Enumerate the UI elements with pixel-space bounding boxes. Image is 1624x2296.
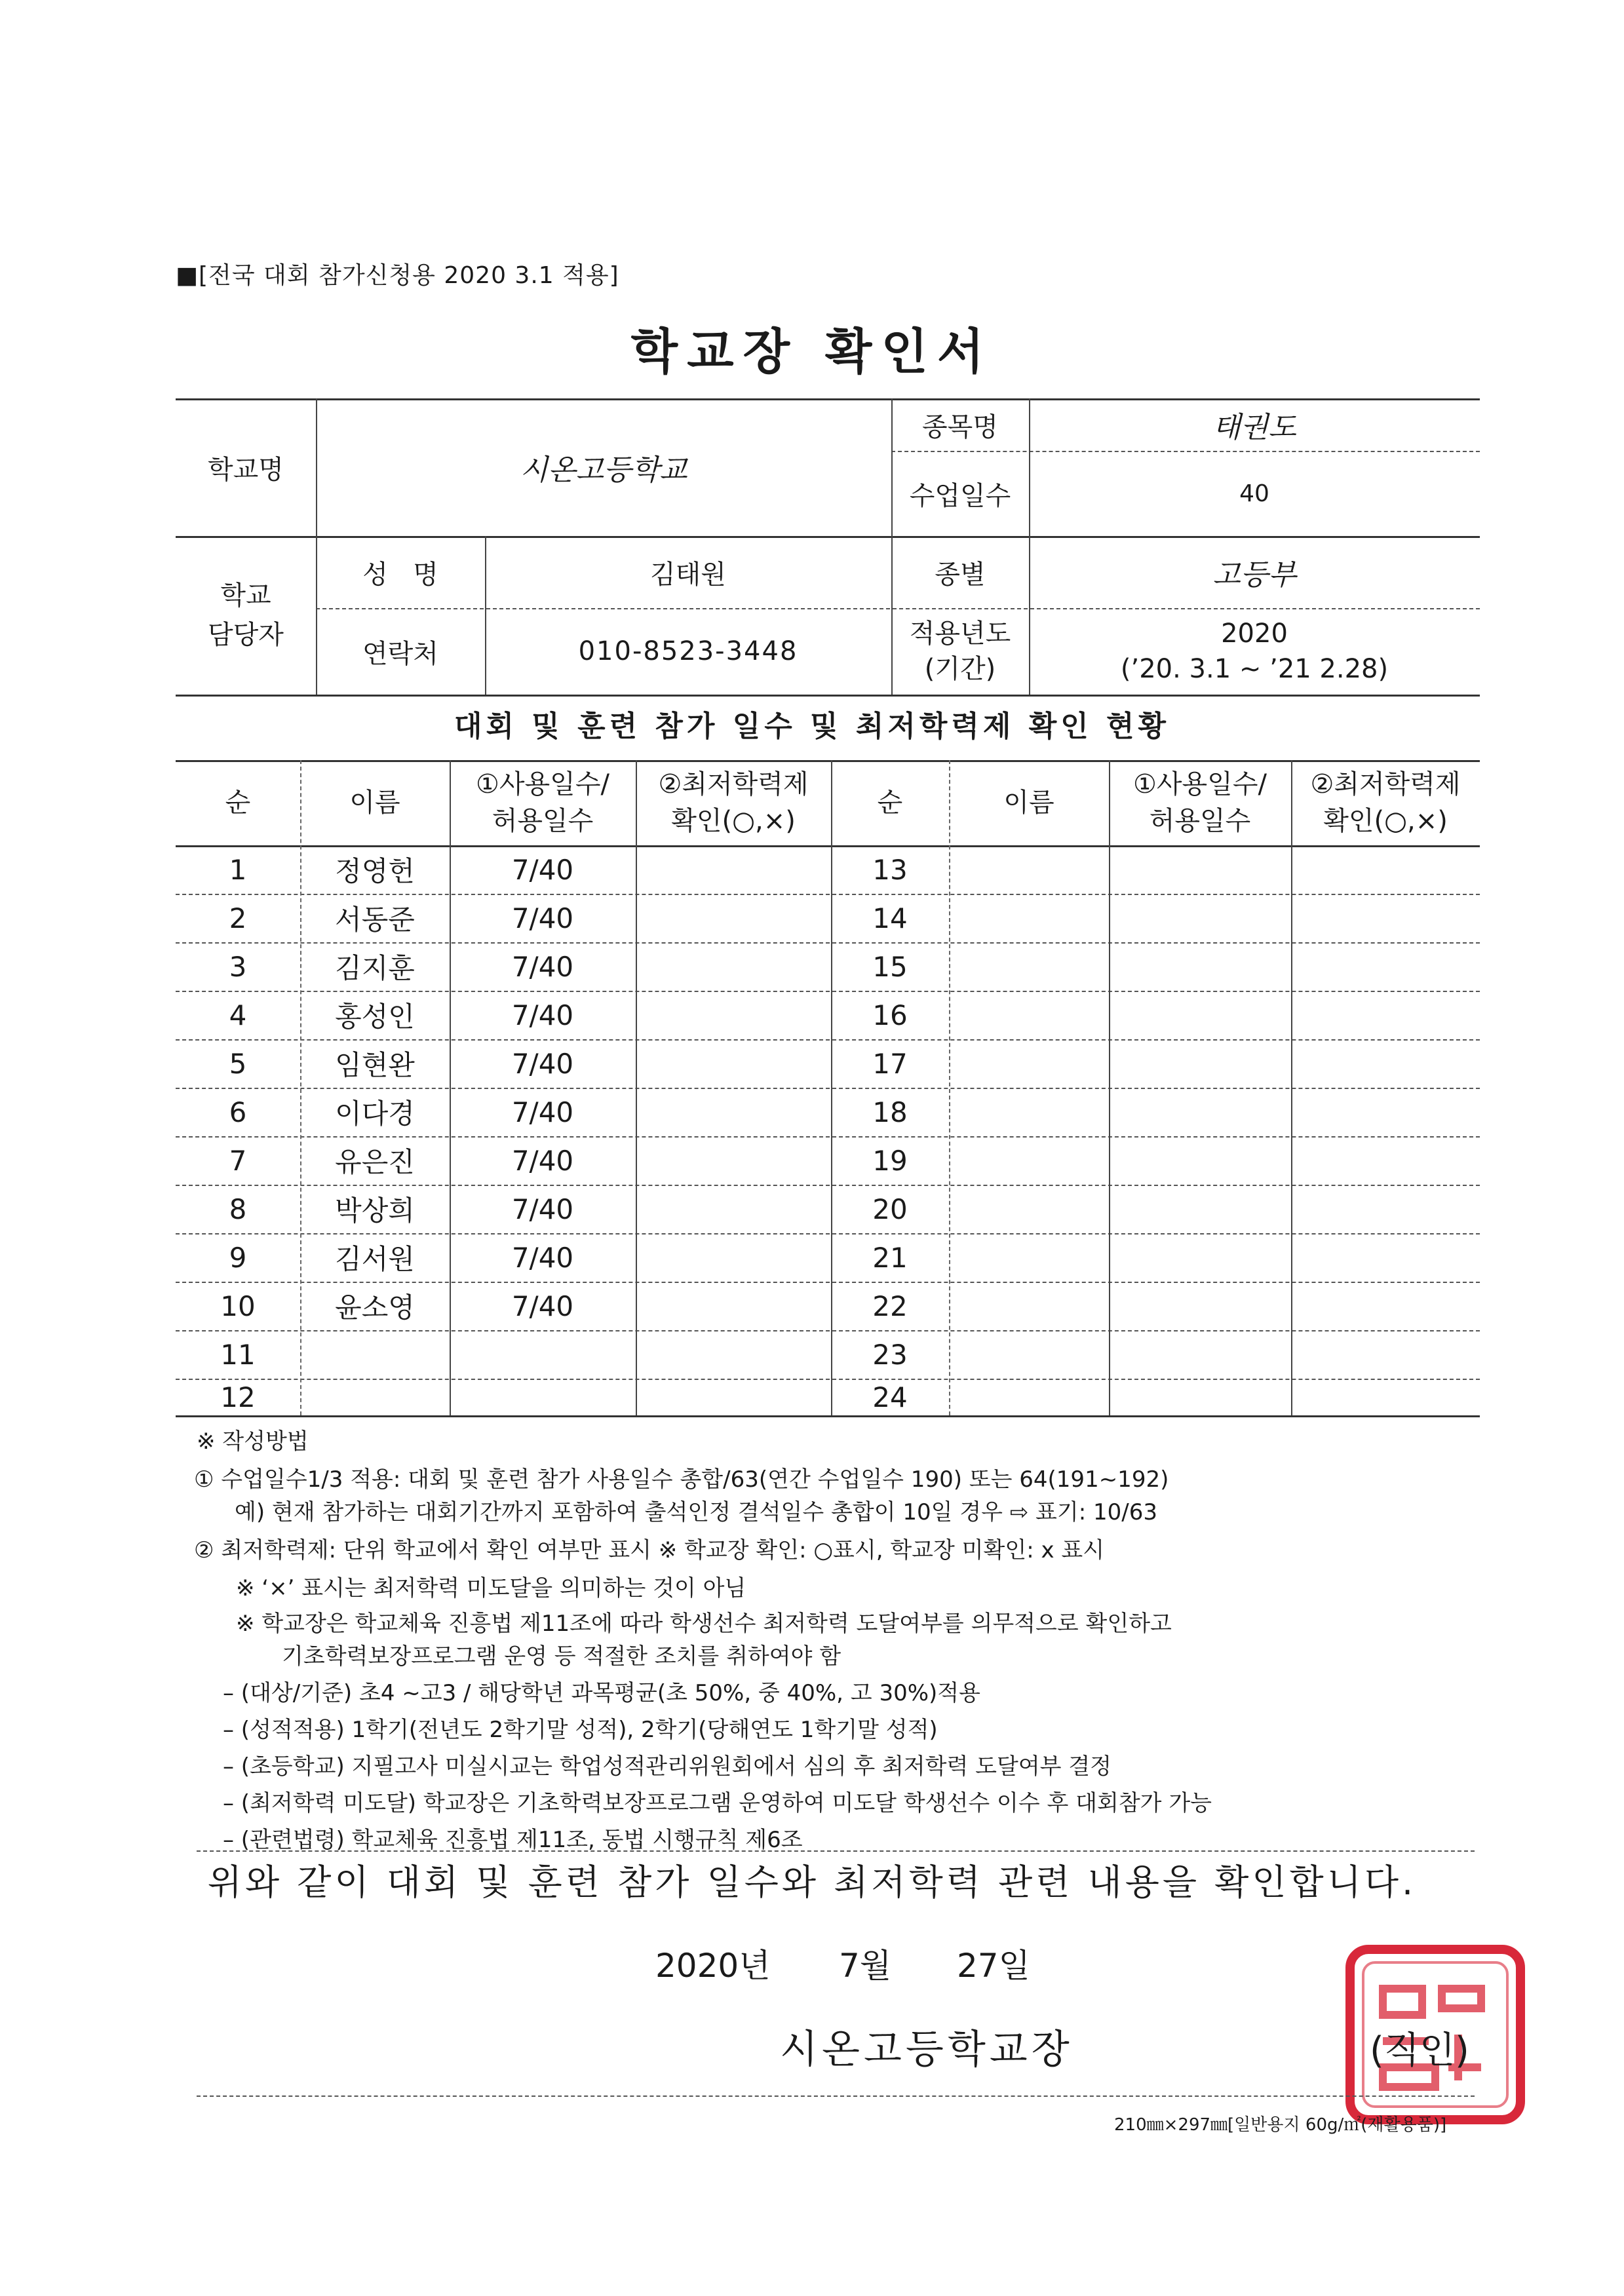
header-days: ①사용일수/ 허용일수	[476, 769, 609, 836]
manager-label: 학교 담당자	[208, 581, 284, 650]
row-no-right: 16	[872, 999, 908, 1031]
header-name-right: 이름	[1003, 788, 1054, 818]
notes-heading: ※ 작성방법	[197, 1428, 309, 1455]
row-no: 9	[229, 1241, 247, 1274]
note-line: ② 최저학력제: 단위 학교에서 확인 여부만 표시 ※ 학교장 확인: ○표시, 학교장 미확인: x 표시	[194, 1537, 1105, 1563]
note-line: – (성적적용) 1학기(전년도 2학기말 성적), 2학기(당해연도 1학기말 성적)	[223, 1717, 938, 1743]
row-no-right: 24	[872, 1381, 908, 1413]
row-no: 5	[229, 1047, 247, 1080]
row-no: 11	[220, 1338, 256, 1371]
year-label: 적용년도 (기간)	[909, 619, 1011, 684]
row-no-right: 19	[872, 1144, 908, 1177]
note-line: – (대상/기준) 초4 ~고3 / 해당학년 과목평균(초 50%, 중 40%, 고 30%)적용	[223, 1680, 980, 1706]
row-no: 1	[229, 853, 247, 886]
school-label: 학교명	[208, 454, 284, 485]
header-check-right: ②최저학력제 확인(○,×)	[1310, 769, 1461, 836]
row-no-right: 22	[872, 1290, 908, 1322]
year-cell	[1029, 608, 1480, 695]
days-label: 수업일수	[909, 480, 1011, 511]
row-days: 7/40	[511, 1290, 574, 1322]
row-name: 윤소영	[335, 1292, 415, 1324]
page-title: 학교장 확인서	[630, 324, 994, 380]
row-days: 7/40	[511, 1096, 574, 1128]
school-value: 시온고등학교	[520, 453, 687, 487]
row-days: 7/40	[511, 853, 574, 886]
row-no: 8	[229, 1193, 247, 1225]
paper-spec-footer: 210㎜×297㎜[일반용지 60g/㎡(재활용품)]	[1114, 2115, 1447, 2135]
category-value: 고등부	[1212, 558, 1296, 592]
note-line: – (관련법령) 학교체육 진흥법 제11조, 동법 시행규칙 제6조	[223, 1827, 803, 1853]
row-no-right: 14	[872, 902, 908, 934]
form-tag: ■[전국 대회 참가신청용 2020 3.1 적용]	[176, 262, 619, 289]
row-name: 정영헌	[335, 855, 415, 887]
row-no-right: 21	[872, 1241, 908, 1274]
row-no: 4	[229, 999, 247, 1031]
category-label: 종별	[935, 559, 986, 590]
row-no: 12	[220, 1381, 256, 1413]
note-line: ※ 학교장은 학교체육 진흥법 제11조에 따라 학생선수 최저학력 도달여부를 의무적으로 확인하고	[236, 1611, 1172, 1637]
signer-name: 시온고등학교장	[780, 2027, 1073, 2073]
row-days: 7/40	[511, 999, 574, 1031]
row-days: 7/40	[511, 1144, 574, 1177]
row-no-right: 15	[872, 950, 908, 983]
row-name: 김서원	[335, 1243, 415, 1275]
days-value: 40	[1239, 480, 1269, 507]
row-no-right: 17	[872, 1047, 908, 1080]
header-no: 순	[225, 788, 251, 818]
sport-label: 종목명	[922, 411, 998, 442]
year-period: (’20. 3.1 ~ ’21 2.28)	[1120, 654, 1389, 684]
row-name: 임현완	[335, 1049, 415, 1081]
sport-value: 태권도	[1212, 411, 1296, 444]
row-days: 7/40	[511, 902, 574, 934]
note-line: 기초학력보장프로그램 운영 등 적절한 조치를 취하여야 함	[282, 1643, 841, 1670]
confirmation-text: 위와 같이 대회 및 훈련 참가 일수와 최저학력 관련 내용을 확인합니다.	[207, 1862, 1417, 1903]
header-days-right: ①사용일수/ 허용일수	[1133, 769, 1267, 836]
date-year: 2020년	[655, 1947, 771, 1985]
contact-label: 연락처	[362, 638, 438, 669]
row-no-right: 18	[872, 1096, 908, 1128]
row-no-right: 23	[872, 1338, 908, 1371]
row-name: 박상희	[335, 1195, 415, 1227]
header-check: ②최저학력제 확인(○,×)	[658, 769, 809, 836]
header-name: 이름	[349, 788, 400, 818]
row-name: 홍성인	[335, 1001, 415, 1033]
row-no: 7	[229, 1144, 247, 1177]
note-line: – (초등학교) 지필고사 미실시교는 학업성적관리위원회에서 심의 후 최저학력 도달여부 결정	[223, 1753, 1112, 1780]
row-days: 7/40	[511, 1047, 574, 1080]
row-name: 서동준	[335, 904, 415, 936]
row-no: 2	[229, 902, 247, 934]
date-month: 7월	[839, 1947, 892, 1985]
row-no: 6	[229, 1096, 247, 1128]
row-name: 이다경	[335, 1098, 415, 1130]
row-days: 7/40	[511, 1241, 574, 1274]
row-no-right: 13	[872, 853, 908, 886]
note-line: ① 수업일수1/3 적용: 대회 및 훈련 참가 사용일수 총합/63(연간 수업일수 190) 또는 64(191~192)	[194, 1466, 1169, 1493]
name-label: 성 명	[362, 559, 438, 590]
note-line: 예) 현재 참가하는 대회기간까지 포함하여 출석인정 결석일수 총합이 10일 경우 ⇨ 표기: 10/63	[235, 1499, 1157, 1525]
name-value: 김태원	[650, 559, 726, 590]
row-no-right: 20	[872, 1193, 908, 1225]
contact-value: 010-8523-3448	[578, 636, 798, 666]
row-days: 7/40	[511, 950, 574, 983]
row-no: 3	[229, 950, 247, 983]
row-name: 유은진	[335, 1146, 415, 1178]
row-no: 10	[220, 1290, 256, 1322]
note-line: ※ ‘×’ 표시는 최저학력 미도달을 의미하는 것이 아님	[236, 1575, 746, 1601]
header-no-right: 순	[877, 788, 903, 818]
stamp-label: (직인)	[1370, 2029, 1469, 2072]
year-value: 2020	[1221, 619, 1288, 649]
note-line: – (최저학력 미도달) 학교장은 기초학력보장프로그램 운영하여 미도달 학생선수 이수 후 대회참가 가능	[223, 1790, 1212, 1816]
section-subtitle: 대회 및 훈련 참가 일수 및 최저학력제 확인 현황	[454, 710, 1170, 743]
date-day: 27일	[957, 1947, 1030, 1985]
row-days: 7/40	[511, 1193, 574, 1225]
row-name: 김지훈	[335, 952, 415, 984]
